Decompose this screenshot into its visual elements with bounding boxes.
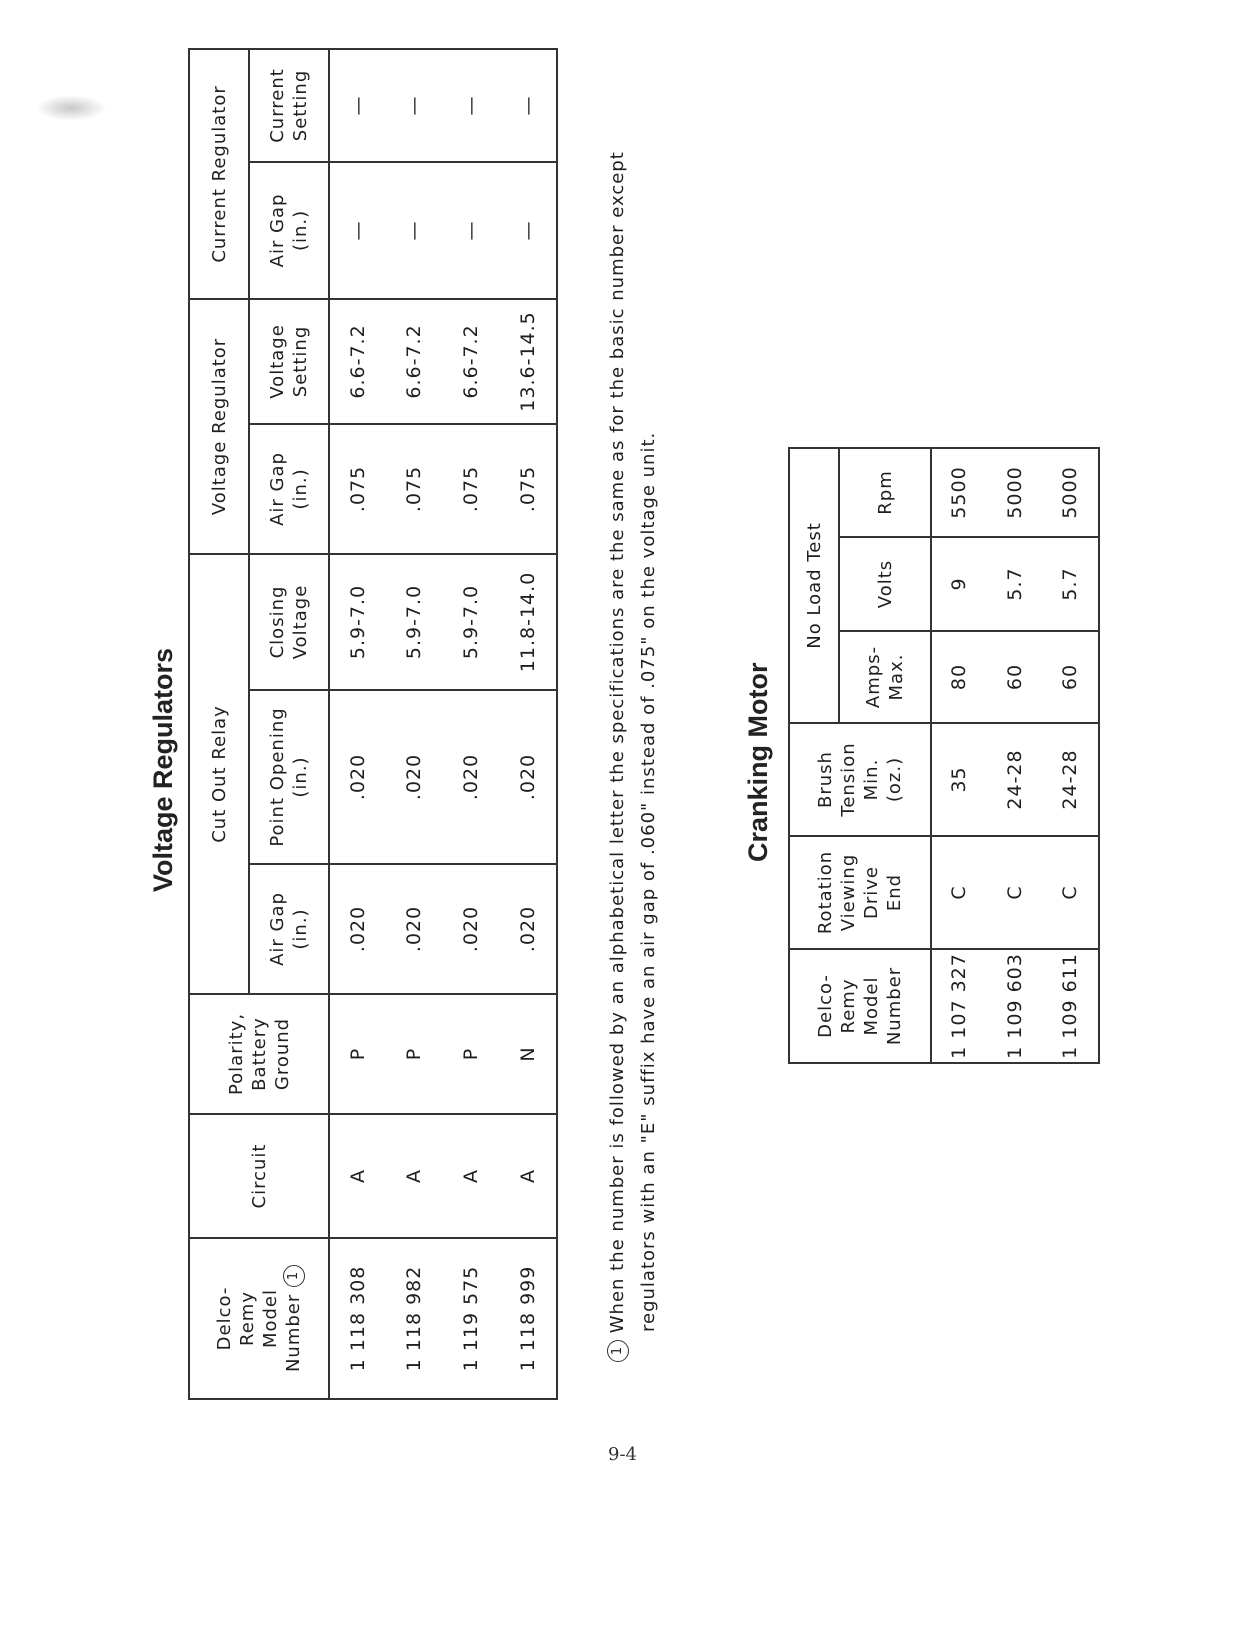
- header-model-number: Delco- Remy Model Number 1: [189, 1238, 329, 1399]
- cell-circuit: A: [329, 1114, 386, 1238]
- cell-closing-voltage: 11.8-14.0: [500, 554, 557, 690]
- cell-brush-tension: 24-28: [987, 723, 1043, 836]
- header-brush-tension: Brush Tension Min. (oz.): [789, 723, 931, 836]
- cell-circuit: A: [386, 1114, 443, 1238]
- table-row: [500, 49, 557, 1399]
- cell-polarity: P: [443, 994, 500, 1114]
- cell-cr-air-gap: —: [329, 162, 386, 299]
- table-row: [386, 49, 443, 1399]
- cell-cor-air-gap: .020: [386, 864, 443, 994]
- cell-rotation: C: [931, 836, 987, 949]
- cell-cor-air-gap: .020: [329, 864, 386, 994]
- footnote-marker: 1: [283, 1265, 305, 1287]
- table-row: [987, 448, 1043, 1063]
- cell-closing-voltage: 5.9-7.0: [386, 554, 443, 690]
- cell-rpm: 5000: [1043, 448, 1099, 537]
- header-volts: Volts: [839, 537, 931, 631]
- header-polarity: Polarity, Battery Ground: [189, 994, 329, 1114]
- cell-polarity: P: [329, 994, 386, 1114]
- cell-model: 1 109 611: [1043, 949, 1099, 1063]
- cell-model: 1 109 603: [987, 949, 1043, 1063]
- footnote-marker: 1: [607, 1340, 629, 1362]
- cell-current-setting: —: [443, 49, 500, 162]
- cell-closing-voltage: 5.9-7.0: [443, 554, 500, 690]
- header-cor-air-gap: Air Gap (in.): [249, 864, 329, 994]
- cell-voltage-setting: 6.6-7.2: [329, 299, 386, 424]
- header-point-opening: Point Opening (in.): [249, 690, 329, 864]
- cell-volts: 5.7: [987, 537, 1043, 631]
- cell-circuit: A: [443, 1114, 500, 1238]
- cell-rotation: C: [1043, 836, 1099, 949]
- header-cut-out-relay: Cut Out Relay: [189, 554, 249, 994]
- cell-model: 1 118 999: [500, 1238, 557, 1399]
- cell-volts: 5.7: [1043, 537, 1099, 631]
- cell-vr-air-gap: .075: [329, 424, 386, 554]
- cell-current-setting: —: [500, 49, 557, 162]
- table-row: [931, 448, 987, 1063]
- header-amps: Amps- Max.: [839, 631, 931, 723]
- footnote: [602, 151, 664, 1362]
- cranking-motor-table: [788, 447, 1100, 1064]
- cell-cr-air-gap: —: [386, 162, 443, 299]
- voltage-regulators-title: Voltage Regulators: [148, 647, 178, 892]
- voltage-regulators-table: [188, 48, 558, 1400]
- header-no-load-test: No Load Test: [789, 448, 839, 723]
- cell-amps: 80: [931, 631, 987, 723]
- header-voltage-regulator: Voltage Regulator: [189, 299, 249, 554]
- cell-rpm: 5500: [931, 448, 987, 537]
- cell-vr-air-gap: .075: [386, 424, 443, 554]
- cell-model: 1 119 575: [443, 1238, 500, 1399]
- table-row: [1043, 448, 1099, 1063]
- page-number: 9-4: [608, 1444, 637, 1465]
- header-closing-voltage: Closing Voltage: [249, 554, 329, 690]
- cell-model: 1 118 982: [386, 1238, 443, 1399]
- cell-polarity: P: [386, 994, 443, 1114]
- cell-amps: 60: [1043, 631, 1099, 723]
- cell-point-opening: .020: [386, 690, 443, 864]
- cell-cr-air-gap: —: [500, 162, 557, 299]
- cell-vr-air-gap: .075: [500, 424, 557, 554]
- header-circuit: Circuit: [189, 1114, 329, 1238]
- cell-amps: 60: [987, 631, 1043, 723]
- cell-model: 1 118 308: [329, 1238, 386, 1399]
- cell-rotation: C: [987, 836, 1043, 949]
- cell-voltage-setting: 6.6-7.2: [386, 299, 443, 424]
- cell-point-opening: .020: [443, 690, 500, 864]
- header-current-setting: Current Setting: [249, 49, 329, 162]
- header-voltage-setting: Voltage Setting: [249, 299, 329, 424]
- cell-current-setting: —: [329, 49, 386, 162]
- table-row: [329, 49, 386, 1399]
- header-model-number: Delco- Remy Model Number: [789, 949, 931, 1063]
- cell-brush-tension: 35: [931, 723, 987, 836]
- header-rotation: Rotation Viewing Drive End: [789, 836, 931, 949]
- cell-brush-tension: 24-28: [1043, 723, 1099, 836]
- header-rpm: Rpm: [839, 448, 931, 537]
- cell-rpm: 5000: [987, 448, 1043, 537]
- cell-voltage-setting: 6.6-7.2: [443, 299, 500, 424]
- cell-cor-air-gap: .020: [500, 864, 557, 994]
- cell-model: 1 107 327: [931, 949, 987, 1063]
- cell-polarity: N: [500, 994, 557, 1114]
- cranking-motor-title: Cranking Motor: [743, 662, 773, 862]
- cell-current-setting: —: [386, 49, 443, 162]
- table-row: [443, 49, 500, 1399]
- cell-volts: 9: [931, 537, 987, 631]
- header-current-regulator: Current Regulator: [189, 49, 249, 299]
- cell-vr-air-gap: .075: [443, 424, 500, 554]
- cell-cor-air-gap: .020: [443, 864, 500, 994]
- cell-voltage-setting: 13.6-14.5: [500, 299, 557, 424]
- footnote-line-1: 1 When the number is followed by an alphabetical letter the specifications are the same as for the basic number except: [602, 151, 633, 1362]
- cell-circuit: A: [500, 1114, 557, 1238]
- header-cr-air-gap: Air Gap (in.): [249, 162, 329, 299]
- footnote-line-2: regulators with an "E" suffix have an air gap of .060" instead of .075" on the voltage unit.: [638, 431, 659, 1332]
- cell-closing-voltage: 5.9-7.0: [329, 554, 386, 690]
- cell-point-opening: .020: [329, 690, 386, 864]
- cell-point-opening: .020: [500, 690, 557, 864]
- cell-cr-air-gap: —: [443, 162, 500, 299]
- header-vr-air-gap: Air Gap (in.): [249, 424, 329, 554]
